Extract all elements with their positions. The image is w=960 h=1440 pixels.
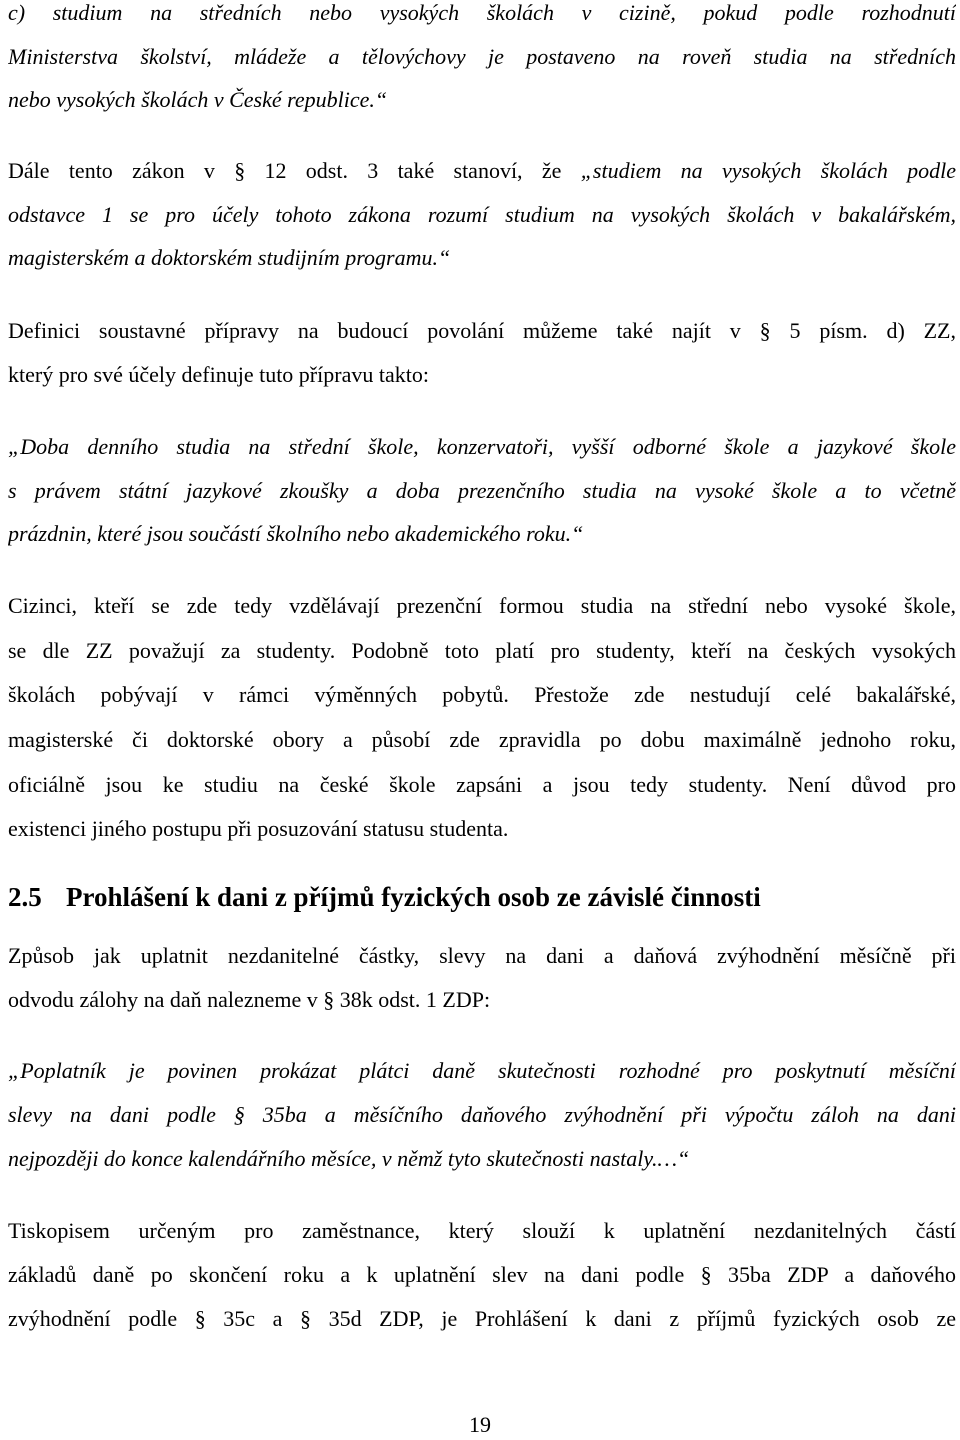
text-line: zvýhodnění podle § 35c a § 35d ZDP, je Prohlášení k dani z příjmů fyzických osob ze bbox=[8, 1306, 956, 1331]
text-line: oficiálně jsou ke studiu na české škole zapsáni a jsou tedy studenty. Není důvod pro bbox=[8, 772, 956, 797]
text-line: existenci jiného postupu při posuzování statusu studenta. bbox=[8, 816, 509, 841]
text-line: nebo vysokých školách v České republice.“ bbox=[8, 87, 388, 112]
text-line: s právem státní jazykové zkoušky a doba prezenčního studia na vysoké škole a to včetně bbox=[8, 478, 956, 503]
text-line: Tiskopisem určeným pro zaměstnance, který slouží k uplatnění nezdanitelných částí bbox=[8, 1218, 956, 1243]
text-line: se dle ZZ považují za studenty. Podobně toto platí pro studenty, kteří na českých vysokých bbox=[8, 638, 956, 663]
text-line: odvodu zálohy na daň nalezneme v § 38k odst. 1 ZDP: bbox=[8, 987, 491, 1012]
section-title: Prohlášení k dani z příjmů fyzických osob ze závislé činnosti bbox=[66, 882, 761, 912]
text-run-italic: „studiem na vysokých školách podle bbox=[580, 158, 956, 183]
text-line: Definici soustavné přípravy na budoucí povolání můžeme také najít v § 5 písm. d) ZZ, bbox=[8, 318, 956, 343]
text-line: školách pobývají v rámci výměnných pobytů. Přestože zde nestudují celé bakalářské, bbox=[8, 682, 956, 707]
section-heading bbox=[8, 881, 761, 913]
page-number: 19 bbox=[469, 1412, 491, 1437]
text-line: magisterském a doktorském studijním programu.“ bbox=[8, 245, 451, 270]
text-line: „Poplatník je povinen prokázat plátci daně skutečnosti rozhodné pro poskytnutí měsíční bbox=[8, 1058, 956, 1083]
text-line: Cizinci, kteří se zde tedy vzdělávají prezenční formou studia na střední nebo vysoké škole, bbox=[8, 593, 956, 618]
text-line: Ministerstva školství, mládeže a tělovýchovy je postaveno na roveň studia na středních bbox=[8, 44, 956, 69]
text-line: magisterské či doktorské obory a působí zde zpravidla po dobu maximálně jednoho roku, bbox=[8, 727, 956, 752]
text-line: který pro své účely definuje tuto přípravu takto: bbox=[8, 362, 429, 387]
text-line bbox=[8, 158, 956, 184]
text-run-upright: Dále tento zákon v § 12 odst. 3 také stanoví, že bbox=[8, 158, 581, 183]
text-line: základů daně po skončení roku a k uplatnění slev na dani podle § 35ba ZDP a daňového bbox=[8, 1262, 956, 1287]
text-line: slevy na dani podle § 35ba a měsíčního daňového zvýhodnění při výpočtu záloh na dani bbox=[8, 1102, 956, 1127]
text-line: nejpozději do konce kalendářního měsíce, v němž tyto skutečnosti nastaly.…“ bbox=[8, 1146, 690, 1171]
text-line: Způsob jak uplatnit nezdanitelné částky, slevy na dani a daňová zvýhodnění měsíčně při bbox=[8, 943, 956, 968]
text-line: c) studium na středních nebo vysokých školách v cizině, pokud podle rozhodnutí bbox=[8, 0, 956, 25]
text-run bbox=[8, 158, 956, 183]
text-line: „Doba denního studia na střední škole, konzervatoři, vyšší odborné škole a jazykové škole bbox=[8, 434, 956, 459]
text-line: prázdnin, které jsou součástí školního nebo akademického roku.“ bbox=[8, 521, 584, 546]
section-number: 2.5 bbox=[8, 882, 42, 912]
text-line: odstavce 1 se pro účely tohoto zákona rozumí studium na vysokých školách v bakalářském, bbox=[8, 202, 956, 227]
